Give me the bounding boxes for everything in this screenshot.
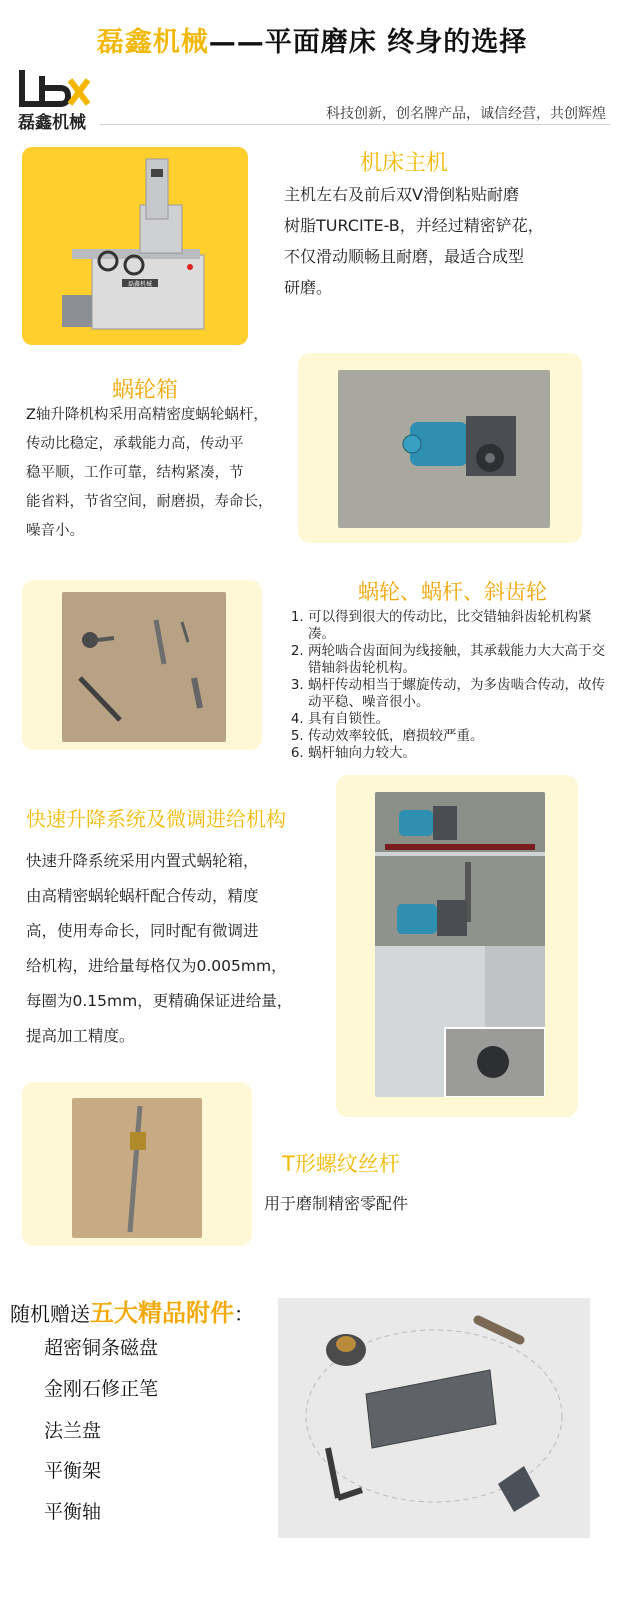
text-line: 不仅滑动顺畅且耐磨，最适合成型 [284,247,525,266]
t-screw-image [72,1098,202,1238]
text-line: 传动比稳定，承载能力高，传动平 [26,436,244,452]
text-line: 稳平顺，工作可靠，结构紧凑，节 [26,465,244,481]
text-line: Z轴升降机构采用高精密度蜗轮蜗杆， [26,407,268,423]
accessory-item: 金刚石修正笔 [44,1378,159,1400]
gears-title: 蜗轮、蜗杆、斜齿轮 [358,580,547,604]
surface-grinder-image [48,155,228,335]
accessories-image [278,1298,590,1538]
text-line: 能省料，节省空间，耐磨损，寿命长， [26,494,273,510]
banner-title: ——平面磨床 终身的选择 [208,27,528,58]
accessories-title-highlight: 五大精品附件 [90,1299,234,1327]
worm-box-image [338,370,550,528]
accessories-title [10,1293,254,1328]
list-item: 1. 可以得到很大的传动比，比交错轴斜齿轮机构紧凑。 [308,609,606,643]
accessories-title-prefix: 随机赠送 [10,1302,90,1326]
list-item: 6. 蜗杆轴向力较大。 [308,745,606,762]
page-banner [0,20,624,59]
accessory-item: 超密铜条磁盘 [44,1337,159,1359]
screw-title: T形螺纹丝杆 [282,1152,400,1176]
screw-desc: 用于磨制精密零配件 [264,1194,409,1213]
list-item: 5. 传动效率较低，磨损较严重。 [308,728,606,745]
main-machine-title: 机床主机 [360,151,449,176]
machine-badge: 磊鑫机械 [127,281,153,288]
lift-system-image [375,792,545,1097]
accessory-item: 法兰盘 [44,1420,102,1442]
text-line: 噪音小。 [26,523,84,539]
gears-image [62,592,226,742]
accessory-item: 平衡架 [44,1460,102,1482]
header-divider [100,124,610,125]
text-line: 每圈为0.15mm，更精确保证进给量， [26,992,293,1010]
lift-text [26,844,326,1054]
accessory-item: 平衡轴 [44,1501,102,1523]
text-line: 提高加工精度。 [26,1027,135,1045]
text-line: 给机构，进给量每格仅为0.005mm， [26,957,287,975]
logo-name: 磊鑫机械 [18,113,86,133]
main-machine-text [284,179,614,303]
list-item: 3. 蜗杆传动相当于螺旋传动，为多齿啮合传动，故传动平稳、噪音很小。 [308,677,606,711]
text-line: 主机左右及前后双V滑倒粘贴耐磨 [284,185,519,204]
slogan: 科技创新，创名牌产品，诚信经营，共创辉煌 [326,106,606,122]
lift-title: 快速升降系统及微调进给机构 [26,807,286,831]
accessories-title-suffix: ： [234,1302,254,1326]
worm-box-title: 蜗轮箱 [112,378,179,403]
text-line: 研磨。 [284,278,333,297]
list-item: 2. 两轮啮合齿面间为线接触，其承载能力大大高于交错轴斜齿轮机构。 [308,643,606,677]
worm-box-text [26,401,296,546]
gears-feature-list [290,609,606,762]
text-line: 由高精密蜗轮蜗杆配合传动，精度 [26,887,259,905]
text-line: 高，使用寿命长，同时配有微调进 [26,922,259,940]
list-item: 4. 具有自锁性。 [308,711,606,728]
text-line: 快速升降系统采用内置式蜗轮箱， [26,852,259,870]
text-line: 树脂TURCITE-B，并经过精密铲花， [284,216,544,235]
banner-brand: 磊鑫机械 [96,27,209,58]
